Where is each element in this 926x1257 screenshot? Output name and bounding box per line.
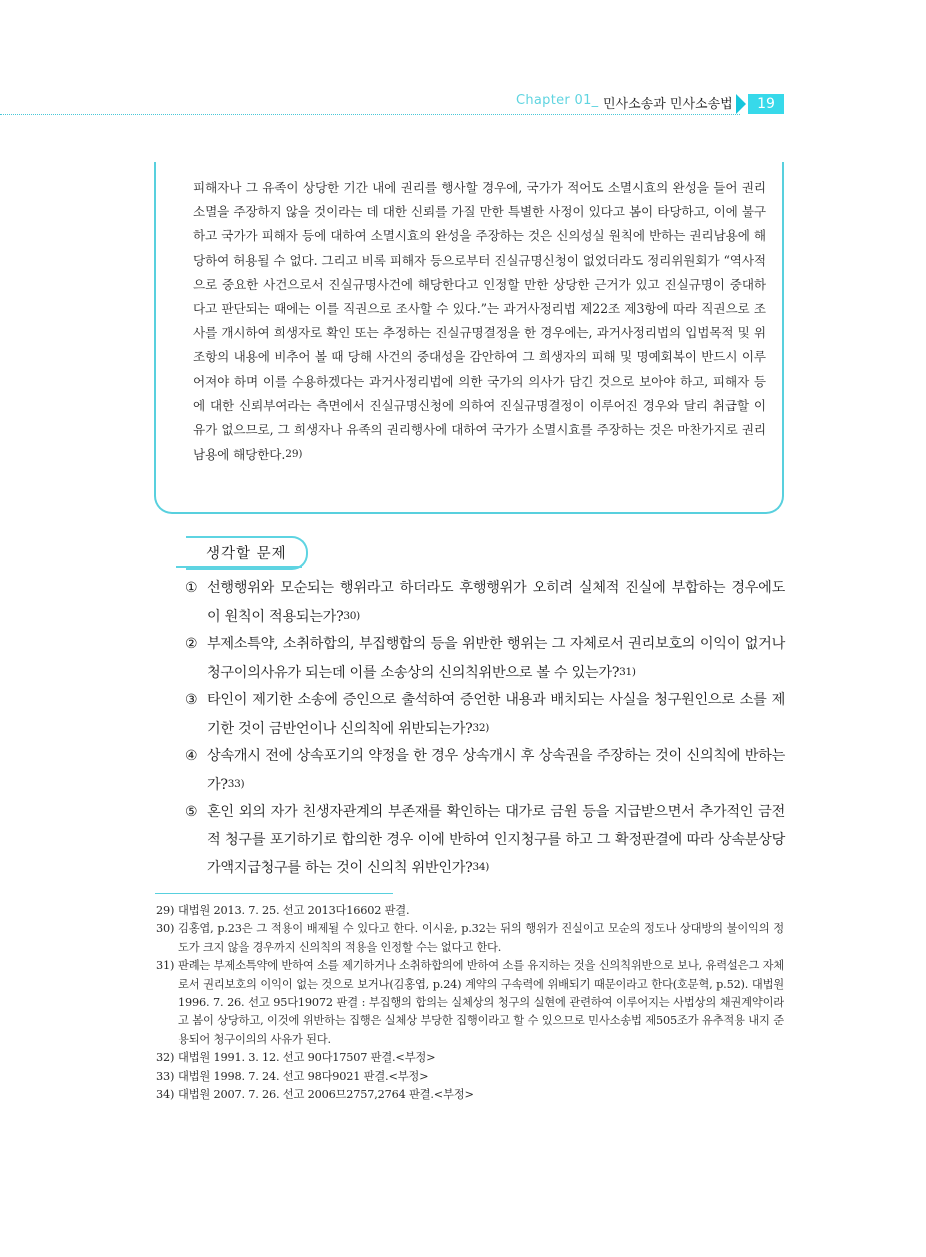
think-heading: 생각할 문제 [206,546,287,562]
footnote-number: 29) [156,904,175,917]
footnote-text: 대법원 2013. 7. 25. 선고 2013다16602 판결. [178,904,410,917]
header-dotted-rule [0,114,740,115]
footnote-number: 34) [156,1088,175,1102]
list-item [185,743,785,799]
footnote [156,1049,784,1067]
chapter-title: 민사소송과 민사소송법 [603,97,733,112]
question-number: ⑤ [185,804,198,820]
question-text: 혼인 외의 자가 친생자관계의 부존재를 확인하는 대가로 금원 등을 지급받으면서 추가적인 금전적 청구를 포기하기로 합의한 경우 이에 반하여 인지청구를 하고 그 확정판결에 따라 상속분상당 가액지급청구를 하는 것이 신의칙 위반인가? [207,804,785,876]
footnote [156,902,784,920]
footnote-number: 30) [156,922,175,936]
question-footnote-ref[interactable]: 33) [227,777,245,790]
list-item [185,575,785,631]
chapter-label: Chapter 01_ [516,93,599,108]
question-list [185,575,785,883]
think-heading-underline [176,566,302,568]
footnote-number: 31) [156,959,175,973]
quote-body: 피해자나 그 유족이 상당한 기간 내에 권리를 행사할 경우에, 국가가 적어도 소멸시효의 완성을 들어 권리소멸을 주장하지 않을 것이라는 데 대한 신뢰를 가질 만한 특별한 사정이 있다고 봄이 타당하고, 이에 불구하고 국가가 피해자 등에 대하여 소멸시효의 완성을 주장하는 것은 신의성실 원칙에 반하는 권리남용에 해당하여 허용될 수 없다. 그리고 비록 피해자 등으로부터 진실규명신청이 없었더라도 정리위원회가 “역사적으로 중요한 사건으로서 진실규명사건에 해당한다고 인정할 만한 상당한 근거가 있고 진실규명이 중대하다고 판단되는 때에는 이를 직권으로 조사할 수 있다.”는 과거사정리법 제22조 제3항에 따라 직권으로 조사를 개시하여 희생자로 확인 또는 추정하는 진실규명결정을 한 경우에는, 과거사정리법의 입법목적 및 위 조항의 내용에 비추어 볼 때 당해 사건의 중대성을 감안하여 그 희생자의 피해 및 명예회복이 반드시 이루어져야 하며 이를 수용하겠다는 과거사정리법에 의한 국가의 의사가 담긴 것으로 보아야 하고, 피해자 등에 대한 신뢰부여라는 측면에서 진실규명신청에 의하여 진실규명결정이 이루어진 경우와 달리 취급할 이유가 없으므로, 그 희생자나 유족의 권리행사에 대하여 국가가 소멸시효를 주장하는 것은 마찬가지로 권리남용에 해당한다. [193,180,766,463]
quote-text [193,176,766,467]
page-arrow-icon [736,94,746,114]
footnote-text: 대법원 2007. 7. 26. 선고 2006므2757,2764 판결.<부정> [178,1088,474,1102]
question-text: 타인이 제기한 소송에 증인으로 출석하여 증언한 내용과 배치되는 사실을 청구원인으로 소를 제기한 것이 금반언이나 신의칙에 위반되는가? [207,692,785,737]
footnote [156,1068,784,1086]
footnote-text: 대법원 1998. 7. 24. 선고 98다9021 판결.<부정> [178,1069,429,1083]
question-number: ② [185,636,198,652]
question-text: 선행행위와 모순되는 행위라고 하더라도 후행행위가 오히려 실체적 진실에 부합하는 경우에도 이 원칙이 적용되는가? [207,580,785,625]
list-item [185,799,785,883]
footnote-text: 김홍엽, p.23은 그 적용이 배제될 수 있다고 한다. 이시윤, p.32는 뒤의 행위가 진실이고 모순의 정도나 상대방의 불이익의 정도가 크지 않을 경우까지 신의칙의 적용을 인정할 수는 없다고 한다. [178,922,784,954]
question-footnote-ref[interactable]: 34) [472,861,490,873]
footnote-number: 33) [156,1069,175,1083]
question-footnote-ref[interactable]: 31) [619,665,636,678]
quote-footnote-ref[interactable]: 29) [285,448,303,461]
question-text: 부제소특약, 소취하합의, 부집행합의 등을 위반한 행위는 그 자체로서 권리보호의 이익이 없거나 청구이의사유가 되는데 이를 소송상의 신의칙위반으로 볼 수 있는가? [207,636,785,681]
footnote [156,957,784,1049]
footnote-text: 대법원 1991. 3. 12. 선고 90다17507 판결.<부정> [178,1051,436,1065]
question-footnote-ref[interactable]: 32) [472,721,490,734]
footnote-number: 32) [156,1051,175,1065]
question-number: ① [185,580,198,596]
question-number: ③ [185,692,198,708]
question-number: ④ [185,748,198,764]
footnote [156,920,784,957]
footnote-list [156,902,784,1104]
question-text: 상속개시 전에 상속포기의 약정을 한 경우 상속개시 후 상속권을 주장하는 것이 신의칙에 반하는가? [207,748,785,793]
page-number: 19 [748,94,784,114]
footnote-text: 판례는 부제소특약에 반하여 소를 제기하거나 소취하합의에 반하여 소를 유지하는 것을 신의칙위반으로 보나, 유력설은그 자체로서 권리보호의 이익이 없는 것으로 보거나(김홍엽, p.24) 계약의 구속력에 위배되기 때문이라고 한다(호문혁, p.52). 대법원 1996. 7. 26. 선고 95다19072 판결 : 부집행의 합의는 실체상의 청구의 실현에 관련하여 이루어지는 사법상의 채권계약이라고 봄이 상당하고, 이것에 위반하는 집행은 실체상 부당한 집행이라고 할 수 있으므로 민사소송법 제505조가 유추적용 내지 준용되어 청구이의의 사유가 된다. [178,959,784,1046]
page-header [0,88,926,118]
list-item [185,631,785,687]
list-item [185,687,785,743]
question-footnote-ref[interactable]: 30) [343,609,360,622]
footnote [156,1086,784,1104]
footnote-divider [155,893,393,894]
